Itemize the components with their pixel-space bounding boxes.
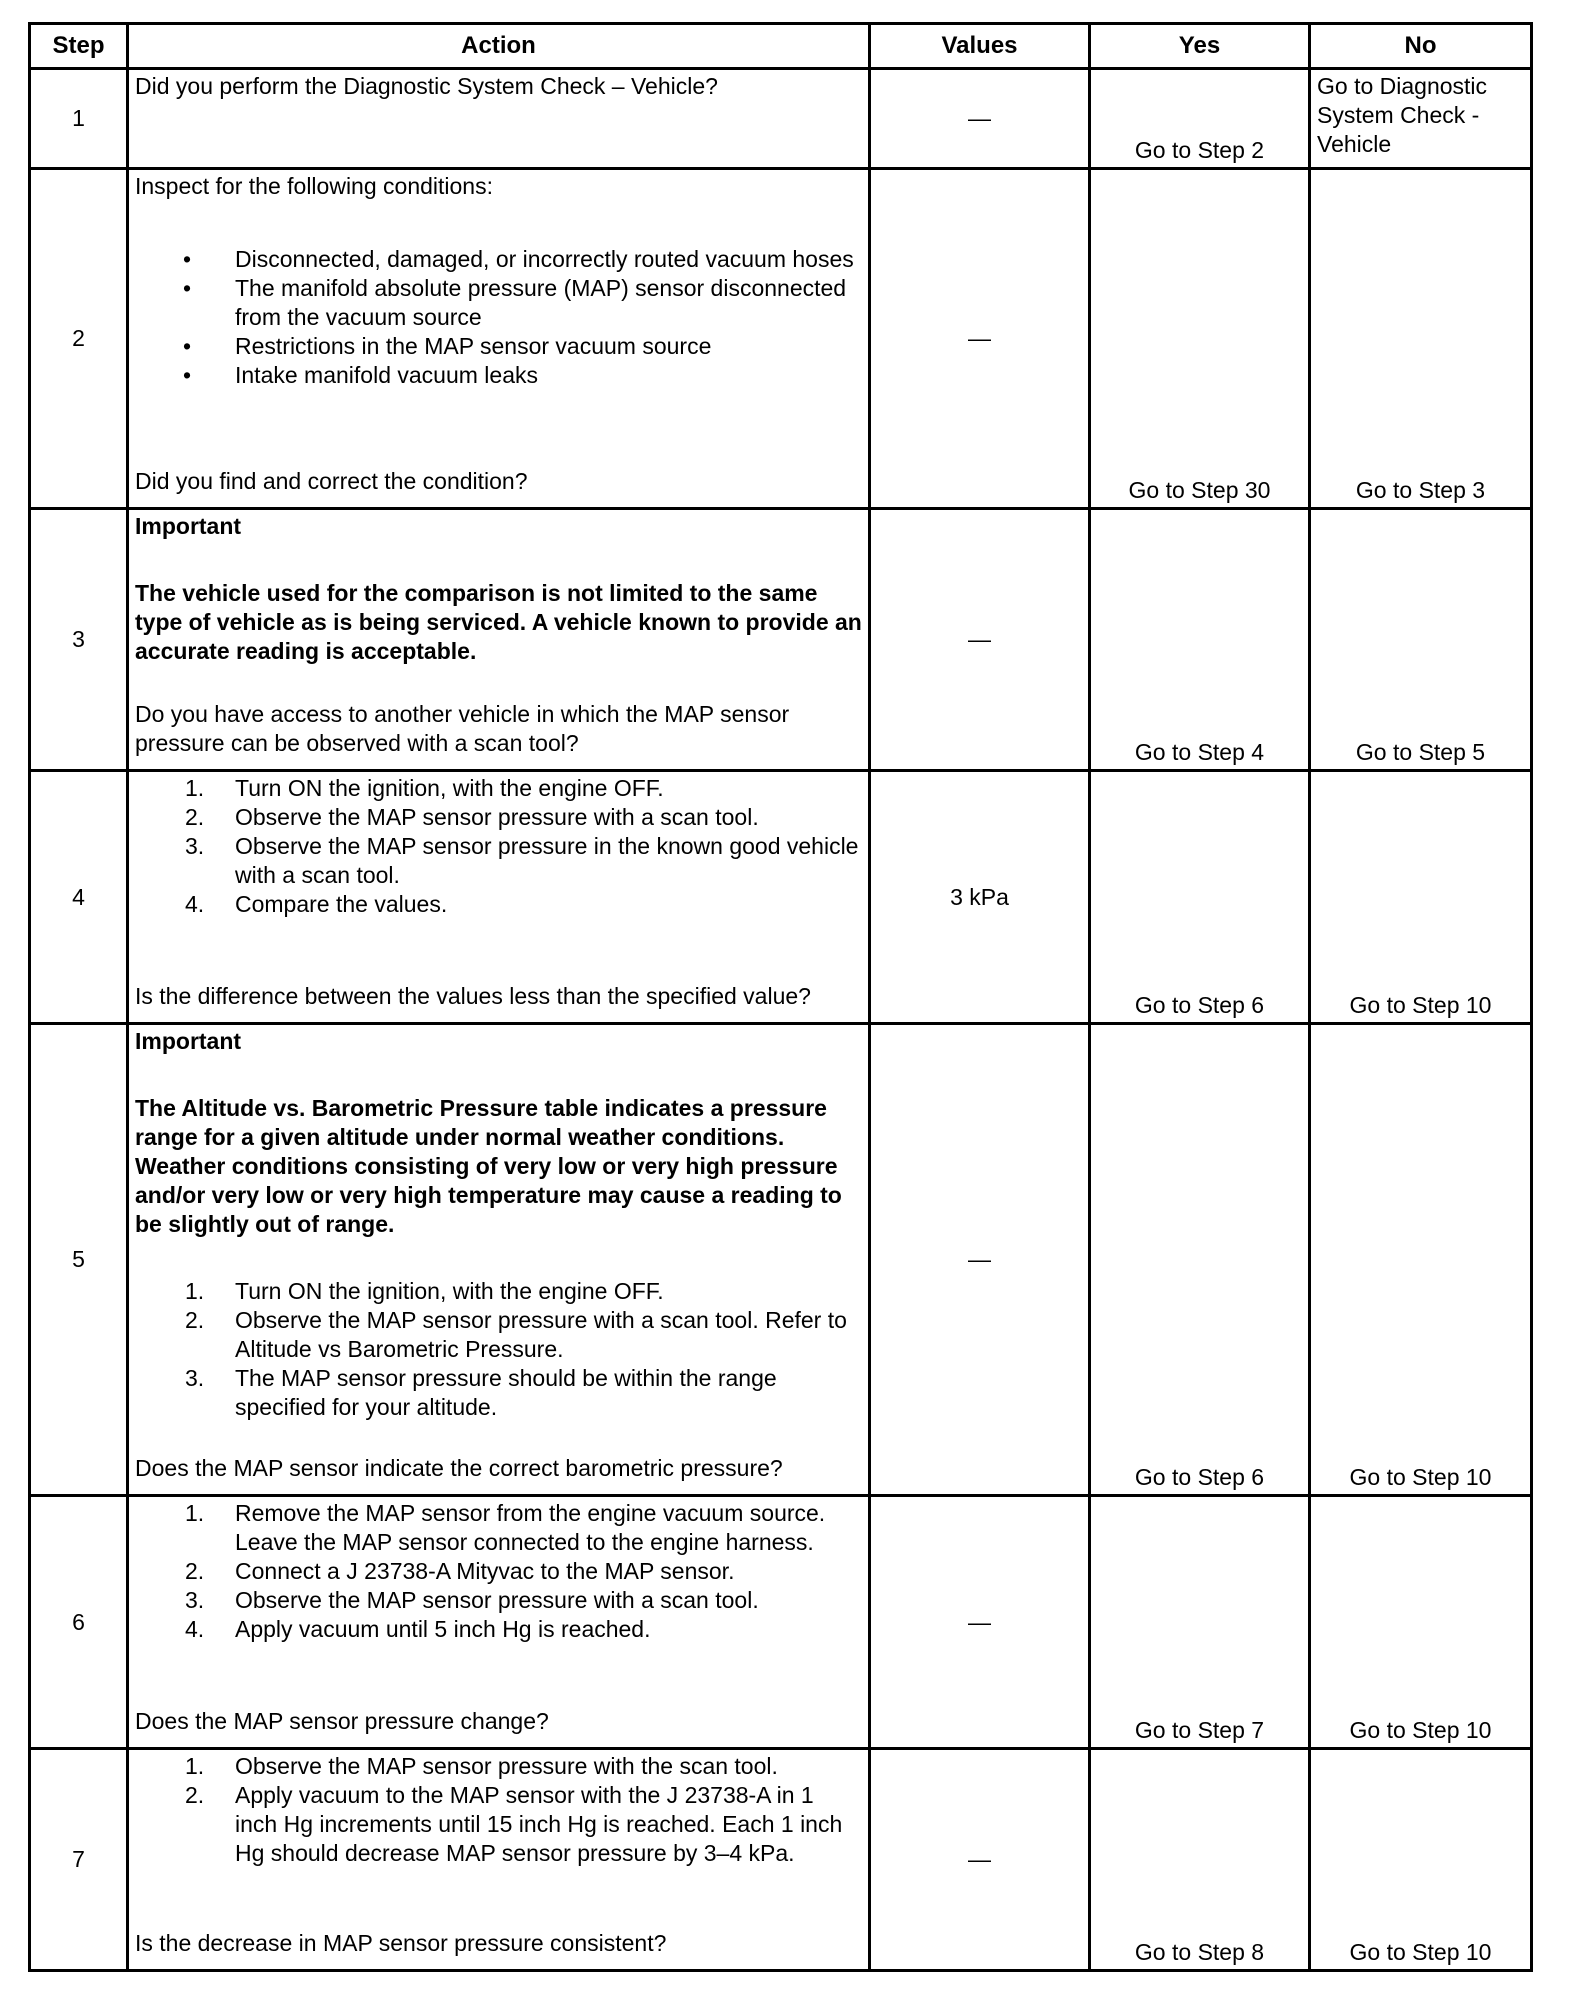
list-item [135, 1277, 862, 1306]
value-cell: 3 kPa [870, 771, 1090, 1024]
item-number: 1. [185, 1500, 205, 1526]
condition-list [135, 245, 862, 390]
item-number: 3. [185, 833, 205, 859]
important-note: The vehicle used for the comparison is not limited to the same type of vehicle as is being serviced. A vehicle known to provide an accurate reading is acceptable. [135, 580, 862, 664]
value-cell: — [870, 1749, 1090, 1971]
item-number: 2. [185, 1307, 205, 1333]
step-number: 6 [30, 1496, 128, 1749]
header-values: Values [870, 24, 1090, 69]
list-item [135, 803, 862, 832]
list-item [135, 774, 862, 803]
item-number: 2. [185, 1782, 205, 1808]
list-item [135, 1364, 862, 1422]
action-cell [128, 1024, 870, 1496]
item-text: Observe the MAP sensor pressure in the known good vehicle with a scan tool. [235, 833, 859, 888]
step-number: 2 [30, 169, 128, 509]
header-yes: Yes [1090, 24, 1310, 69]
list-item [135, 1781, 862, 1868]
procedure-list [135, 1277, 862, 1422]
step-number: 5 [30, 1024, 128, 1496]
action-question: Did you find and correct the condition? [135, 468, 528, 494]
step-number: 1 [30, 69, 128, 169]
action-cell [128, 69, 870, 169]
step-number: 7 [30, 1749, 128, 1971]
yes-cell: Go to Step 6 [1090, 771, 1310, 1024]
value-cell: — [870, 1496, 1090, 1749]
value-cell: — [870, 169, 1090, 509]
table-row [30, 169, 1532, 509]
table-row [30, 1024, 1532, 1496]
item-number: 1. [185, 1278, 205, 1304]
item-text: Turn ON the ignition, with the engine OFF. [235, 1278, 664, 1304]
action-question: Does the MAP sensor indicate the correct barometric pressure? [135, 1455, 783, 1481]
header-no: No [1310, 24, 1532, 69]
header-step: Step [30, 24, 128, 69]
yes-cell: Go to Step 6 [1090, 1024, 1310, 1496]
item-text: Observe the MAP sensor pressure with the scan tool. [235, 1753, 778, 1779]
list-item [135, 890, 862, 919]
action-cell [128, 771, 870, 1024]
list-item: • The manifold absolute pressure (MAP) sensor disconnected from the vacuum source [135, 274, 862, 332]
no-cell: Go to Step 3 [1310, 169, 1532, 509]
list-item: • Intake manifold vacuum leaks [135, 361, 862, 390]
list-item [135, 832, 862, 890]
yes-cell: Go to Step 8 [1090, 1749, 1310, 1971]
list-item: • Restrictions in the MAP sensor vacuum source [135, 332, 862, 361]
item-number: 1. [185, 1753, 205, 1779]
procedure-list [135, 1499, 862, 1644]
no-cell: Go to Step 10 [1310, 1024, 1532, 1496]
item-number: 2. [185, 1558, 205, 1584]
list-item [135, 1306, 862, 1364]
action-question: Is the difference between the values less than the specified value? [135, 983, 811, 1009]
list-item [135, 1499, 862, 1557]
no-cell: Go to Diagnostic System Check - Vehicle [1310, 69, 1532, 169]
list-item [135, 1586, 862, 1615]
table-row [30, 69, 1532, 169]
no-cell: Go to Step 5 [1310, 509, 1532, 771]
item-number: 1. [185, 775, 205, 801]
action-cell [128, 169, 870, 509]
value-cell: — [870, 509, 1090, 771]
item-text: Connect a J 23738-A Mityvac to the MAP sensor. [235, 1558, 735, 1584]
item-number: 3. [185, 1587, 205, 1613]
no-cell: Go to Step 10 [1310, 771, 1532, 1024]
item-number: 4. [185, 891, 205, 917]
item-text: Apply vacuum to the MAP sensor with the J 23738-A in 1 inch Hg increments until 15 inch Hg is reached. Each 1 inch Hg should decrease MAP sensor pressure by 3–4 kPa. [235, 1782, 843, 1866]
procedure-list [135, 1752, 862, 1868]
no-cell: Go to Step 10 [1310, 1749, 1532, 1971]
table-row [30, 509, 1532, 771]
action-cell [128, 1749, 870, 1971]
action-cell [128, 509, 870, 771]
action-question: Does the MAP sensor pressure change? [135, 1708, 549, 1734]
header-row [30, 24, 1532, 69]
list-item [135, 1752, 862, 1781]
value-cell: — [870, 1024, 1090, 1496]
procedure-list [135, 774, 862, 919]
item-text: Remove the MAP sensor from the engine vacuum source. Leave the MAP sensor connected to the engine harness. [235, 1500, 826, 1555]
action-cell [128, 1496, 870, 1749]
item-text: The MAP sensor pressure should be within the range specified for your altitude. [235, 1365, 777, 1420]
important-label: Important [135, 513, 242, 539]
list-item [135, 1557, 862, 1586]
list-item [135, 1615, 862, 1644]
item-number: 3. [185, 1365, 205, 1391]
item-text: Observe the MAP sensor pressure with a scan tool. [235, 1587, 759, 1613]
table-row [30, 771, 1532, 1024]
important-note: The Altitude vs. Barometric Pressure table indicates a pressure range for a given altitude under normal weather conditions. Weather conditions consisting of very low or very high pressure and/or very low or very high temperature may cause a reading to be slightly out of range. [135, 1095, 842, 1237]
item-number: 2. [185, 804, 205, 830]
no-cell: Go to Step 10 [1310, 1496, 1532, 1749]
table-row [30, 1749, 1532, 1971]
item-text: Compare the values. [235, 891, 448, 917]
yes-cell: Go to Step 7 [1090, 1496, 1310, 1749]
diagnostic-table [28, 22, 1533, 1972]
action-intro: Inspect for the following conditions: [135, 173, 493, 199]
table-row [30, 1496, 1532, 1749]
item-text: Observe the MAP sensor pressure with a scan tool. [235, 804, 759, 830]
item-text: Turn ON the ignition, with the engine OFF. [235, 775, 664, 801]
action-question: Do you have access to another vehicle in which the MAP sensor pressure can be observed with a scan tool? [135, 701, 790, 756]
important-label: Important [135, 1028, 242, 1054]
list-item: • Disconnected, damaged, or incorrectly routed vacuum hoses [135, 245, 862, 274]
item-text: Observe the MAP sensor pressure with a scan tool. Refer to Altitude vs Barometric Pressure. [235, 1307, 847, 1362]
value-cell: — [870, 69, 1090, 169]
action-question: Did you perform the Diagnostic System Check – Vehicle? [135, 73, 718, 99]
header-action: Action [128, 24, 870, 69]
yes-cell: Go to Step 2 [1090, 69, 1310, 169]
yes-cell: Go to Step 4 [1090, 509, 1310, 771]
item-text: Apply vacuum until 5 inch Hg is reached. [235, 1616, 651, 1642]
step-number: 3 [30, 509, 128, 771]
item-number: 4. [185, 1616, 205, 1642]
yes-cell: Go to Step 30 [1090, 169, 1310, 509]
action-question: Is the decrease in MAP sensor pressure consistent? [135, 1930, 667, 1956]
step-number: 4 [30, 771, 128, 1024]
